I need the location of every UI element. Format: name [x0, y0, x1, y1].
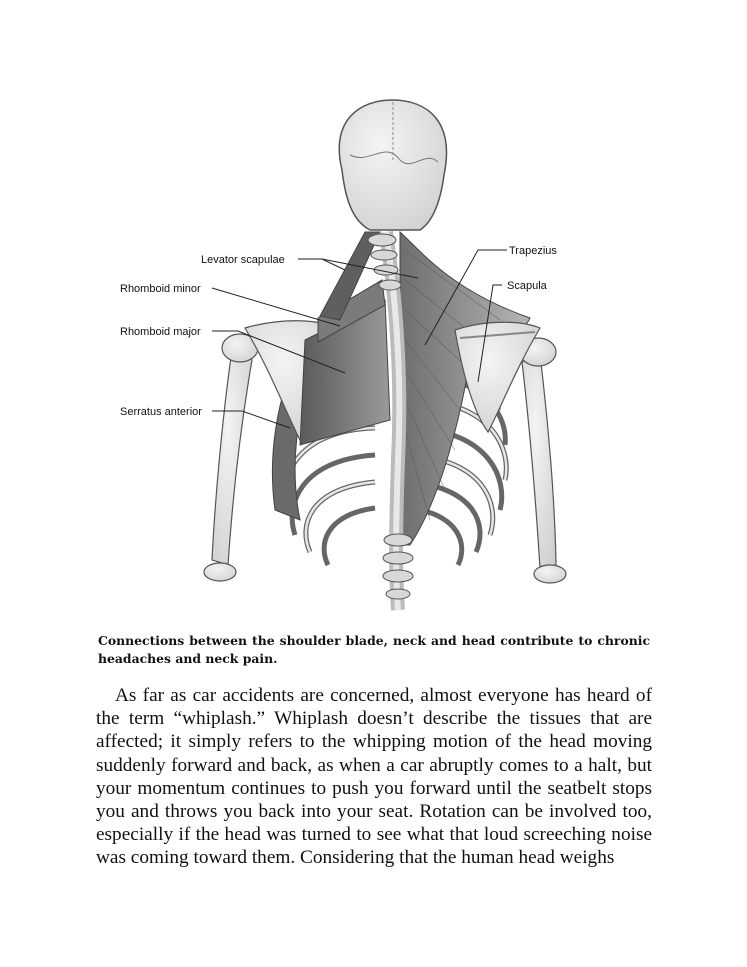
humerus-left [204, 334, 258, 581]
skull [339, 100, 446, 230]
label-scapula: Scapula [507, 280, 547, 292]
trapezius-muscle [400, 232, 530, 545]
label-rhomboid-major: Rhomboid major [120, 326, 201, 338]
humerus-right [520, 338, 566, 583]
label-serratus-anterior: Serratus anterior [120, 406, 202, 418]
body-paragraph: As far as car accidents are concerned, almost everyone has heard of the term “whiplash.” Whiplash doesn’t describe the tissues that are affected; it simply refers to the whipping motion of the head moving suddenly forward and back, as when a car abruptly comes to a halt, but your momentum continues to push you forward until the seatbelt stops you and throws you back into your seat. Rotation can be involved too, especially if the head was turned to see what that loud screeching noise was coming toward them. Considering that the human head weighs [96, 685, 652, 869]
label-levator-scapulae: Levator scapulae [201, 254, 285, 266]
label-rhomboid-minor: Rhomboid minor [120, 283, 201, 295]
label-trapezius: Trapezius [509, 245, 557, 257]
figure-caption: Connections between the shoulder blade, neck and head contribute to chronic headaches and neck pain. [98, 633, 650, 666]
